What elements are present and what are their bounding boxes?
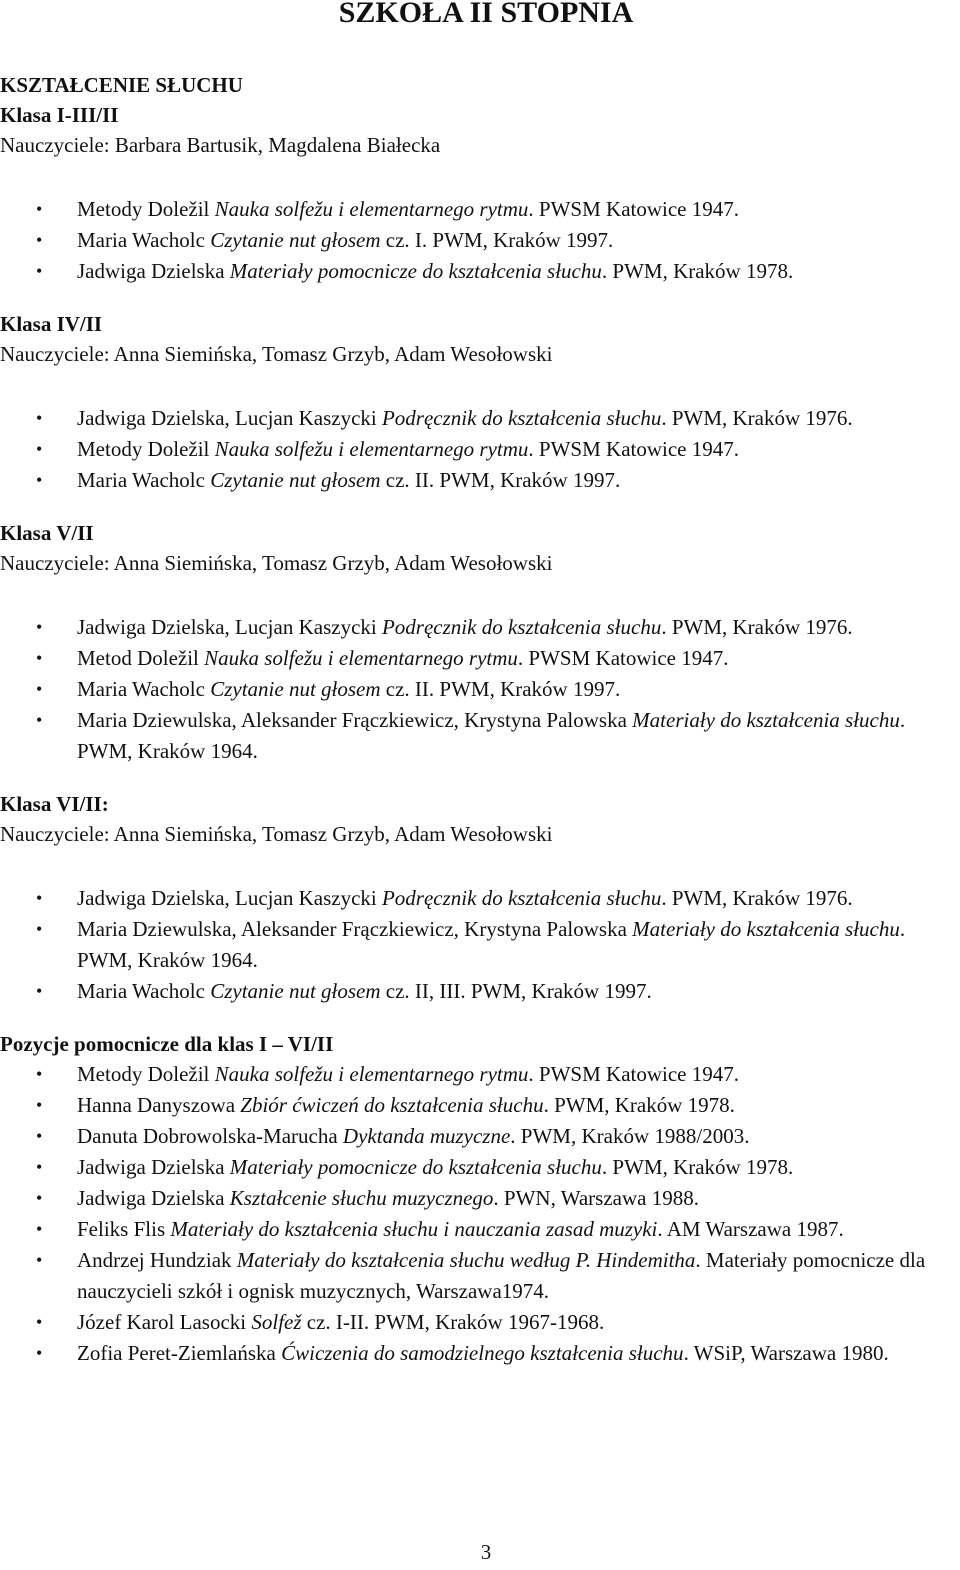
reference-author: Zofia Peret-Ziemlańska	[77, 1341, 282, 1365]
reference-title: Solfež	[251, 1310, 302, 1334]
bullet-icon: •	[36, 1312, 43, 1332]
reference-publication: . PWM, Kraków 1978.	[601, 259, 794, 283]
reference-item	[0, 1338, 960, 1369]
reference-publication: . PWM, Kraków 1976.	[661, 886, 853, 910]
reference-title: Nauka solfežu i elementarnego rytmu	[204, 646, 518, 670]
reference-author: Maria Wacholc	[77, 677, 211, 701]
reference-author: Maria Wacholc	[77, 979, 211, 1003]
reference-list	[0, 194, 960, 287]
reference-item	[0, 434, 960, 465]
reference-item	[0, 1152, 960, 1183]
reference-list	[0, 403, 960, 496]
reference-publication: cz. I-II. PWM, Kraków 1967-1968.	[301, 1310, 605, 1334]
reference-item	[0, 914, 960, 976]
bullet-icon: •	[36, 888, 43, 908]
class-section	[0, 100, 960, 287]
reference-publication: . PWM, Kraków 1988/2003.	[510, 1124, 750, 1148]
reference-publication: . PWM, Kraków 1976.	[661, 615, 853, 639]
teachers-line: Nauczyciele: Anna Siemińska, Tomasz Grzyb, Adam Wesołowski	[0, 822, 553, 846]
subject-heading: KSZTAŁCENIE SŁUCHU	[0, 73, 243, 97]
reference-item	[0, 612, 960, 643]
reference-publication: cz. I. PWM, Kraków 1997.	[380, 228, 614, 252]
reference-author: Feliks Flis	[77, 1217, 171, 1241]
bullet-icon: •	[36, 470, 43, 490]
reference-publication: . AM Warszawa 1987.	[657, 1217, 844, 1241]
reference-author: Danuta Dobrowolska-Marucha	[77, 1124, 343, 1148]
reference-author: Maria Dziewulska, Aleksander Frączkiewicz, Krystyna Palowska	[77, 708, 633, 732]
reference-title: Czytanie nut głosem	[210, 468, 381, 492]
reference-author: Jadwiga Dzielska, Lucjan Kaszycki	[77, 886, 382, 910]
reference-item	[0, 1214, 960, 1245]
reference-title: Materiały do kształcenia słuchu	[632, 917, 900, 941]
bullet-icon: •	[36, 230, 43, 250]
reference-title: Materiały do kształcenia słuchu według P. Hindemitha	[236, 1248, 696, 1272]
bullet-icon: •	[36, 1250, 43, 1270]
reference-title: Podręcznik do kształcenia słuchu	[381, 886, 662, 910]
reference-title: Kształcenie słuchu muzycznego	[229, 1186, 494, 1210]
bullet-icon: •	[36, 981, 43, 1001]
reference-item	[0, 1090, 960, 1121]
reference-publication: cz. II, III. PWM, Kraków 1997.	[380, 979, 652, 1003]
document-body	[0, 70, 960, 1369]
reference-title: Czytanie nut głosem	[210, 979, 381, 1003]
class-section	[0, 789, 960, 1007]
bullet-icon: •	[36, 408, 43, 428]
reference-title: Materiały do kształcenia słuchu i nauczania zasad muzyki	[170, 1217, 658, 1241]
reference-item	[0, 976, 960, 1007]
bullet-icon: •	[36, 199, 43, 219]
auxiliary-reference-list	[0, 1059, 960, 1369]
reference-item	[0, 1307, 960, 1338]
reference-author: Józef Karol Lasocki	[77, 1310, 252, 1334]
reference-item	[0, 643, 960, 674]
class-heading: Klasa V/II	[0, 521, 94, 545]
reference-item	[0, 194, 960, 225]
class-heading: Klasa VI/II:	[0, 792, 109, 816]
reference-item	[0, 705, 960, 767]
reference-item	[0, 1121, 960, 1152]
reference-title: Dyktanda muzyczne	[342, 1124, 511, 1148]
class-section	[0, 309, 960, 496]
reference-author: Maria Wacholc	[77, 468, 211, 492]
class-heading: Klasa IV/II	[0, 312, 103, 336]
reference-title: Czytanie nut głosem	[210, 677, 381, 701]
teachers-line: Nauczyciele: Anna Siemińska, Tomasz Grzyb, Adam Wesołowski	[0, 551, 553, 575]
reference-title: Nauka solfežu i elementarnego rytmu	[214, 197, 529, 221]
reference-publication: . PWSM Katowice 1947.	[528, 1062, 739, 1086]
reference-publication: . PWSM Katowice 1947.	[528, 437, 739, 461]
reference-item	[0, 1245, 960, 1307]
reference-title: Ćwiczenia do samodzielnego kształcenia słuchu	[281, 1341, 684, 1365]
reference-title: Zbiór ćwiczeń do kształcenia słuchu	[240, 1093, 544, 1117]
bullet-icon: •	[36, 1126, 43, 1146]
reference-item	[0, 883, 960, 914]
reference-item	[0, 674, 960, 705]
reference-author: Andrzej Hundziak	[77, 1248, 237, 1272]
page-number: 3	[480, 1540, 492, 1564]
bullet-icon: •	[36, 648, 43, 668]
bullet-icon: •	[36, 261, 43, 281]
teachers-line: Nauczyciele: Barbara Bartusik, Magdalena Białecka	[0, 133, 441, 157]
reference-title: Materiały do kształcenia słuchu	[632, 708, 900, 732]
reference-publication: cz. II. PWM, Kraków 1997.	[380, 677, 621, 701]
reference-item	[0, 465, 960, 496]
reference-item	[0, 225, 960, 256]
reference-publication: . PWM, Kraków 1978.	[601, 1155, 794, 1179]
reference-author: Jadwiga Dzielska	[77, 1186, 230, 1210]
reference-publication: . PWSM Katowice 1947.	[517, 646, 729, 670]
reference-item	[0, 256, 960, 287]
reference-list	[0, 883, 960, 1007]
reference-title: Materiały pomocnicze do kształcenia słuchu	[229, 259, 602, 283]
reference-author: Metody Doležil	[77, 1062, 215, 1086]
class-sections	[0, 100, 960, 1007]
reference-author: Metod Doležil	[77, 646, 205, 670]
reference-author: Hanna Danyszowa	[77, 1093, 241, 1117]
reference-author: Metody Doležil	[77, 437, 215, 461]
bullet-icon: •	[36, 439, 43, 459]
class-section	[0, 518, 960, 767]
reference-publication: . PWSM Katowice 1947.	[528, 197, 739, 221]
reference-item	[0, 1183, 960, 1214]
reference-publication: . PWM, Kraków 1964.	[77, 917, 906, 972]
bullet-icon: •	[36, 617, 43, 637]
auxiliary-heading: Pozycje pomocnicze dla klas I – VI/II	[0, 1032, 334, 1056]
reference-publication: . PWM, Kraków 1978.	[543, 1093, 735, 1117]
bullet-icon: •	[36, 1157, 43, 1177]
reference-author: Jadwiga Dzielska, Lucjan Kaszycki	[77, 615, 382, 639]
reference-publication: . PWM, Kraków 1976.	[661, 406, 853, 430]
reference-title: Czytanie nut głosem	[210, 228, 381, 252]
teachers-line: Nauczyciele: Anna Siemińska, Tomasz Grzyb, Adam Wesołowski	[0, 342, 553, 366]
reference-author: Metody Doležil	[77, 197, 215, 221]
reference-title: Podręcznik do kształcenia słuchu	[381, 406, 662, 430]
reference-item	[0, 403, 960, 434]
bullet-icon: •	[36, 1064, 43, 1084]
reference-author: Jadwiga Dzielska	[77, 1155, 230, 1179]
reference-publication: . Materiały pomocnicze dla nauczycieli szkół i ognisk muzycznych, Warszawa1974.	[77, 1248, 926, 1303]
reference-item	[0, 1059, 960, 1090]
bullet-icon: •	[36, 1188, 43, 1208]
bullet-icon: •	[36, 679, 43, 699]
bullet-icon: •	[36, 710, 43, 730]
bullet-icon: •	[36, 1343, 43, 1363]
reference-title: Materiały pomocnicze do kształcenia słuchu	[229, 1155, 602, 1179]
reference-title: Podręcznik do kształcenia słuchu	[381, 615, 662, 639]
reference-publication: cz. II. PWM, Kraków 1997.	[380, 468, 621, 492]
page-title: SZKOŁA II STOPNIA	[338, 0, 634, 29]
reference-author: Jadwiga Dzielska, Lucjan Kaszycki	[77, 406, 382, 430]
reference-title: Nauka solfežu i elementarnego rytmu	[214, 1062, 529, 1086]
reference-list	[0, 612, 960, 767]
reference-author: Maria Wacholc	[77, 228, 211, 252]
bullet-icon: •	[36, 919, 43, 939]
reference-author: Jadwiga Dzielska	[77, 259, 230, 283]
reference-publication: . PWN, Warszawa 1988.	[493, 1186, 699, 1210]
bullet-icon: •	[36, 1095, 43, 1115]
reference-author: Maria Dziewulska, Aleksander Frączkiewicz, Krystyna Palowska	[77, 917, 633, 941]
class-heading: Klasa I-III/II	[0, 103, 119, 127]
reference-publication: . PWM, Kraków 1964.	[77, 708, 906, 763]
reference-title: Nauka solfežu i elementarnego rytmu	[214, 437, 529, 461]
reference-publication: . WSiP, Warszawa 1980.	[683, 1341, 889, 1365]
bullet-icon: •	[36, 1219, 43, 1239]
